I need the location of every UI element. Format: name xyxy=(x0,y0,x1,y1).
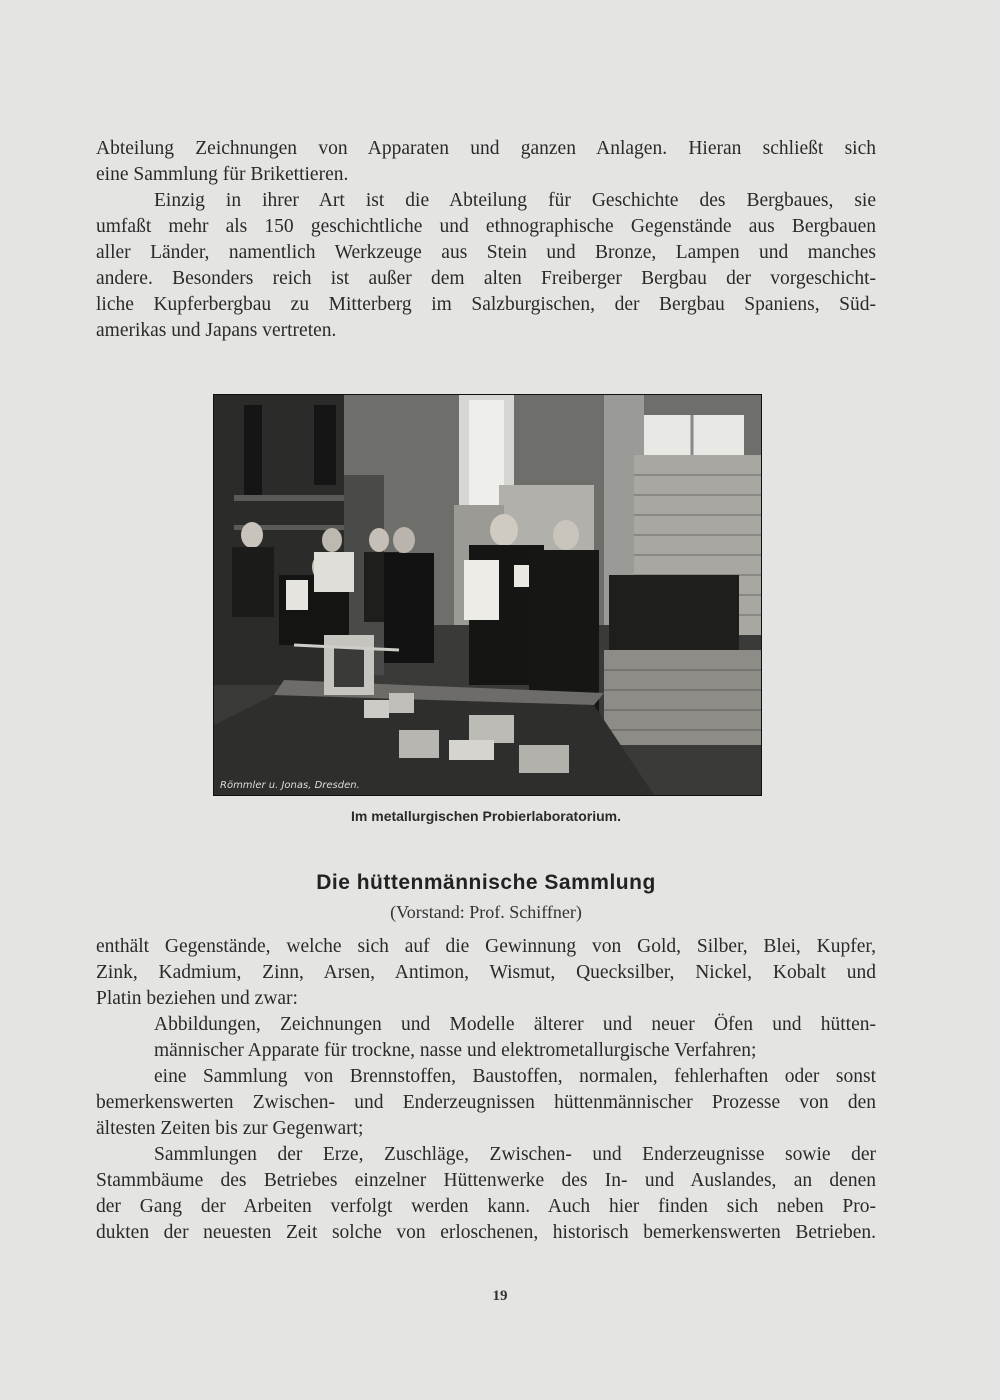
text-line: ältesten Zeiten bis zur Gegenwart; xyxy=(96,1118,364,1139)
text-line: Abbildungen, Zeichnungen und Modelle älterer und neuer Öfen und hütten- xyxy=(154,1014,876,1035)
photo-credit: Römmler u. Jonas, Dresden. xyxy=(220,780,360,791)
text-line: Zink, Kadmium, Zinn, Arsen, Antimon, Wismut, Quecksilber, Nickel, Kobalt und xyxy=(96,962,876,983)
text-line: Platin beziehen und zwar: xyxy=(96,988,298,1009)
text-line: eine Sammlung für Brikettieren. xyxy=(96,164,349,185)
text-line: amerikas und Japans vertreten. xyxy=(96,320,337,341)
figure-caption: Im metallurgischen Probierlaboratorium. xyxy=(351,808,621,824)
text-line: Abteilung Zeichnungen von Apparaten und ganzen Anlagen. Hieran schließt sich xyxy=(96,138,876,159)
text-line: umfaßt mehr als 150 geschichtliche und ethnographische Gegenstände aus Bergbauen xyxy=(96,216,876,237)
text-line: bemerkenswerten Zwischen- und Enderzeugnissen hüttenmännischer Prozesse von den xyxy=(96,1092,876,1113)
text-line: männischer Apparate für trockne, nasse und elektrometallurgische Verfahren; xyxy=(154,1040,757,1061)
text-line: eine Sammlung von Brennstoffen, Baustoffen, normalen, fehlerhaften oder sonst xyxy=(154,1066,876,1087)
text-line: enthält Gegenstände, welche sich auf die Gewinnung von Gold, Silber, Blei, Kupfer, xyxy=(96,936,876,957)
text-line: Sammlungen der Erze, Zuschläge, Zwischen- und Enderzeugnisse sowie der xyxy=(154,1144,876,1165)
page-number: 19 xyxy=(492,1288,508,1304)
text-line: Stammbäume des Betriebes einzelner Hüttenwerke des In- und Auslandes, an denen xyxy=(96,1170,876,1191)
text-line: der Gang der Arbeiten verfolgt werden kann. Auch hier finden sich neben Pro- xyxy=(96,1196,876,1217)
text-line: andere. Besonders reich ist außer dem alten Freiberger Bergbau der vorgeschicht- xyxy=(96,268,876,289)
intro-paragraphs xyxy=(96,136,876,344)
laboratory-photograph xyxy=(213,394,762,796)
section-title: Die hüttenmännische Sammlung xyxy=(316,871,656,894)
text-line: Einzig in ihrer Art ist die Abteilung für Geschichte des Bergbaues, sie xyxy=(154,190,876,211)
text-line: liche Kupferbergbau zu Mitterberg im Salzburgischen, der Bergbau Spaniens, Süd- xyxy=(96,294,876,315)
section-subtitle: (Vorstand: Prof. Schiffner) xyxy=(390,902,582,922)
text-line: dukten der neuesten Zeit solche von erloschenen, historisch bemerkenswerten Betrieben. xyxy=(96,1222,876,1243)
text-line: aller Länder, namentlich Werkzeuge aus Stein und Bronze, Lampen und manches xyxy=(96,242,876,263)
collection-description xyxy=(96,934,876,1246)
